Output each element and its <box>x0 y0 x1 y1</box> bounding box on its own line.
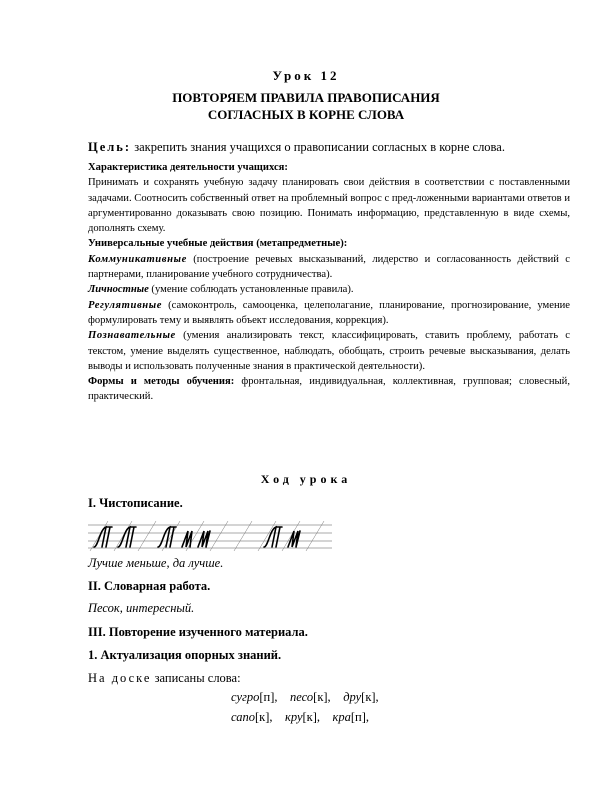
board-word <box>290 690 331 704</box>
section-2-heading: II. Словарная работа. <box>88 579 211 593</box>
word-tail: [к], <box>361 690 379 704</box>
regulative-label: Регулятивные <box>88 299 163 311</box>
board-word <box>343 690 379 704</box>
uud-personal <box>88 282 570 297</box>
title-line-1: ПОВТОРЯЕМ ПРАВИЛА ПРАВОПИСАНИЯ <box>172 90 440 105</box>
board-word <box>285 710 320 724</box>
communicative-label: Коммуникативные <box>88 253 187 265</box>
word-tail: [п], <box>350 710 370 724</box>
cognitive-label: Познавательные <box>88 330 176 342</box>
board-word <box>333 710 370 724</box>
lesson-number: Урок 12 <box>272 68 340 83</box>
word-stem: сапо <box>231 710 255 724</box>
cognitive-text: (умения анализировать текст, классифицировать, ставить проблему, работать с текстом, умение выделять существенное, наблюдать, обобщать, строить речевые высказывания, делать выводы и использовать полученные знания в практической деятельности). <box>88 330 570 372</box>
calligraphy-sample <box>88 517 332 553</box>
board-words-row-1 <box>231 690 379 705</box>
board-label: На доске <box>88 671 152 685</box>
uud-communicative <box>88 252 570 283</box>
forms-text: фронтальная, индивидуальная, коллективная, групповая; словесный, практический. <box>88 376 570 403</box>
section-3-1-heading: 1. Актуализация опорных знаний. <box>88 648 282 662</box>
characteristics-block <box>88 160 570 405</box>
word-stem: кру <box>285 710 303 724</box>
goal <box>88 140 568 155</box>
board-words-row-2 <box>231 710 369 725</box>
section-1-heading: I. Чистописание. <box>88 496 183 510</box>
proverb: Лучше меньше, да лучше. <box>88 556 224 570</box>
section-3-heading: III. Повторение изученного материала. <box>88 625 308 639</box>
activity-heading: Характеристика деятельности учащихся: <box>88 162 288 173</box>
word-stem: песо <box>290 690 314 704</box>
title-line-2: СОГЛАСНЫХ В КОРНЕ СЛОВА <box>207 107 405 122</box>
goal-text: закрепить знания учащихся о правописании согласных в корне слова. <box>131 140 505 154</box>
uud-regulative <box>88 298 570 329</box>
personal-label: Личностные <box>88 284 149 296</box>
word-tail: [п], <box>259 690 278 704</box>
word-stem: кра <box>332 710 351 724</box>
uud-heading: Универсальные учебные действия (метапредметные): <box>88 238 348 250</box>
communicative-text: (построение речевых высказываний, лидерство и согласованность действий с партнерами, планирование учебного сотрудничества). <box>88 253 570 281</box>
personal-text: (умение соблюдать установленные правила). <box>148 284 354 296</box>
forms-methods <box>88 374 570 405</box>
lesson-course-heading: Ход урока <box>260 472 352 486</box>
word-stem: дру <box>343 690 362 704</box>
activity-text: Принимать и сохранять учебную задачу планировать свои действия в соответствии с поставленными задачами. Соотносить собственный ответ на проблемный вопрос с пред-ложенными вариантами ответов и аргументированно доказывать свою позицию. Понимать информацию, представленную в виде схемы, дополнять схему. <box>88 177 570 235</box>
uud-cognitive <box>88 328 570 374</box>
goal-label: Цель: <box>88 140 132 154</box>
word-stem: сугро <box>231 690 260 704</box>
forms-label: Формы и методы обучения: <box>88 376 235 388</box>
word-tail: [к], <box>254 710 273 724</box>
regulative-text: (самоконтроль, самооценка, целеполагание, планирование, прогнозирование, умение формулировать тему и выявлять объект исследования, коррекция). <box>88 299 570 326</box>
board-text: записаны слова: <box>151 671 241 685</box>
word-tail: [к], <box>302 710 321 724</box>
board-word <box>231 710 273 724</box>
word-tail: [к], <box>313 690 331 704</box>
vocabulary-words: Песок, интересный. <box>88 601 195 615</box>
board-intro <box>88 671 241 686</box>
board-word <box>231 690 278 704</box>
